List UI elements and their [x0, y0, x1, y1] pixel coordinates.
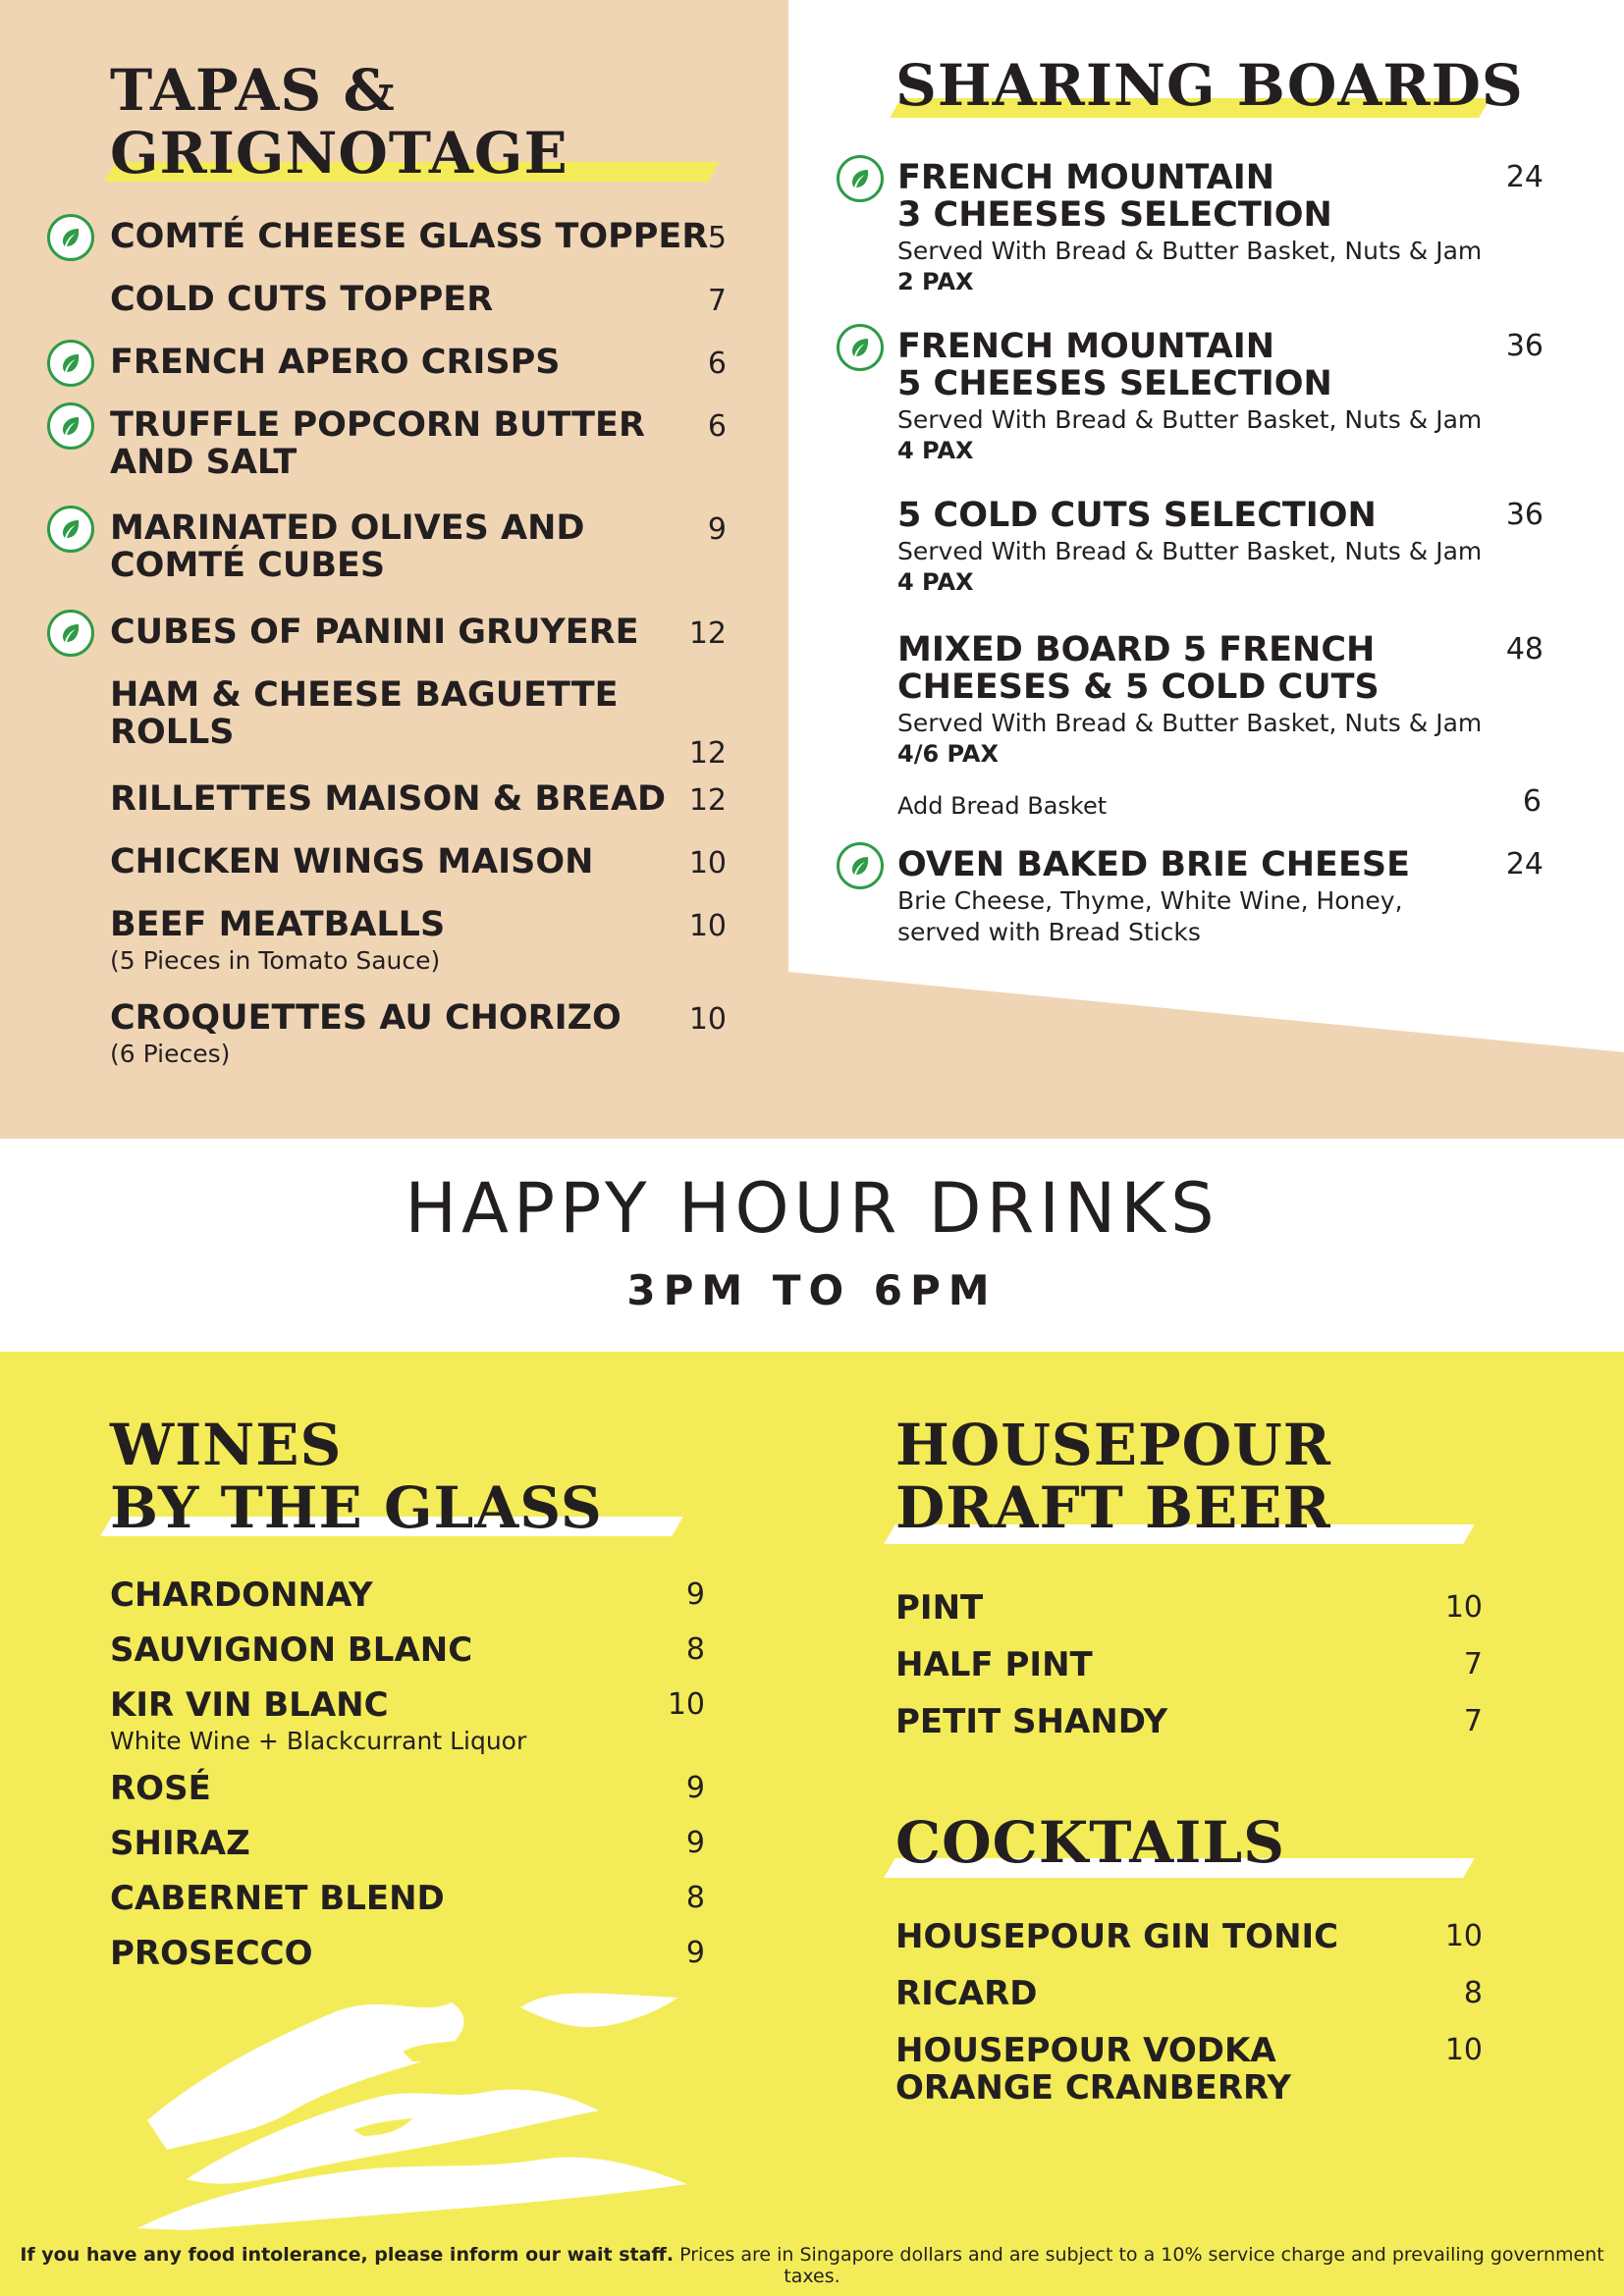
vegetarian-leaf-icon — [837, 155, 884, 202]
item-name: SHIRAZ — [110, 1824, 250, 1863]
item-pax: 4 PAX — [897, 568, 974, 596]
item-name: CHICKEN WINGS MAISON — [110, 842, 594, 881]
add-bread-label: Add Bread Basket — [897, 792, 1108, 820]
tapas-item — [110, 614, 738, 651]
item-price: 9 — [685, 1577, 705, 1612]
item-price: 10 — [688, 846, 727, 881]
tapas-item — [110, 675, 738, 771]
item-name: RICARD — [895, 1974, 1038, 2013]
beer-item — [895, 1703, 1485, 1740]
vegetarian-leaf-icon — [47, 340, 94, 387]
item-name: FRENCH APERO CRISPS — [110, 343, 561, 382]
tapas-item — [110, 906, 738, 977]
tapas-item — [110, 281, 738, 318]
tapas-item — [110, 780, 738, 818]
happy-hour-time: 3PM TO 6PM — [626, 1266, 998, 1314]
sharing-title: SHARING BOARDS — [895, 52, 1524, 119]
beer-item — [895, 1589, 1485, 1627]
cocktail-item — [895, 1918, 1485, 1955]
vegetarian-leaf-icon — [47, 214, 94, 261]
item-description: Brie Cheese, Thyme, White Wine, Honey, served with Bread Sticks — [897, 886, 1403, 946]
mountain-brush-illustration — [128, 1983, 717, 2238]
item-name: HAM & CHEESE BAGUETTE ROLLS — [110, 675, 619, 752]
item-description: White Wine + Blackcurrant Liquor — [110, 1727, 527, 1755]
item-price: 8 — [685, 1881, 705, 1915]
item-description: Served With Bread & Butter Basket, Nuts & Jam — [897, 537, 1483, 565]
footer-disclaimer — [0, 2244, 1624, 2287]
item-name: COMTÉ CHEESE GLASS TOPPER — [110, 217, 709, 256]
item-price: 9 — [685, 1826, 705, 1860]
item-name: PROSECCO — [110, 1934, 313, 1973]
item-name: HALF PINT — [895, 1645, 1093, 1684]
item-price: 48 — [1505, 632, 1543, 667]
item-price: 7 — [1463, 1647, 1483, 1682]
item-name: BEEF MEATBALLS — [110, 905, 446, 944]
footer-text: Prices are in Singapore dollars and are subject to a 10% service charge and prevailing government taxes. — [674, 2244, 1604, 2287]
wine-item — [110, 1686, 709, 1757]
tapas-item — [110, 406, 738, 481]
cocktail-item — [895, 2032, 1485, 2107]
wine-item — [110, 1935, 709, 1972]
item-description: Served With Bread & Butter Basket, Nuts & Jam — [897, 237, 1483, 265]
beer-item — [895, 1646, 1485, 1683]
wine-item — [110, 1825, 709, 1862]
item-name: CABERNET BLEND — [110, 1879, 445, 1918]
vegetarian-leaf-icon — [837, 324, 884, 371]
footer-bold: If you have any food intolerance, please inform our wait staff. — [20, 2244, 675, 2266]
item-name: MARINATED OLIVES AND COMTÉ CUBES — [110, 508, 585, 585]
item-price: 36 — [1505, 498, 1543, 532]
item-price: 24 — [1505, 160, 1543, 194]
tapas-item — [110, 999, 738, 1070]
wine-item — [110, 1880, 709, 1917]
item-price: 10 — [1444, 1590, 1483, 1625]
item-name: TRUFFLE POPCORN BUTTER AND SALT — [110, 405, 645, 482]
item-price: 9 — [707, 512, 727, 547]
item-price: 12 — [688, 783, 727, 818]
item-name: FRENCH MOUNTAIN 3 CHEESES SELECTION — [897, 158, 1332, 235]
item-price: 7 — [707, 284, 727, 318]
item-name: MIXED BOARD 5 FRENCH CHEESES & 5 COLD CUTS — [897, 630, 1380, 707]
item-price: 10 — [667, 1687, 705, 1722]
item-price: 6 — [707, 347, 727, 381]
vegetarian-leaf-icon — [47, 610, 94, 657]
item-price: 10 — [688, 909, 727, 943]
item-name: CUBES OF PANINI GRUYERE — [110, 613, 639, 652]
cocktail-item — [895, 1975, 1485, 2012]
vegetarian-leaf-icon — [47, 402, 94, 450]
sharing-item — [897, 631, 1545, 769]
item-name: HOUSEPOUR GIN TONIC — [895, 1917, 1339, 1956]
item-price: 9 — [685, 1771, 705, 1805]
add-bread-price: 6 — [1522, 784, 1542, 819]
item-price: 10 — [1444, 1919, 1483, 1953]
wine-item — [110, 1770, 709, 1807]
wine-item — [110, 1576, 709, 1614]
item-name: 5 COLD CUTS SELECTION — [897, 496, 1377, 535]
item-name: FRENCH MOUNTAIN 5 CHEESES SELECTION — [897, 327, 1332, 403]
item-name: RILLETTES MAISON & BREAD — [110, 779, 667, 819]
sharing-item — [897, 328, 1545, 465]
item-name: CROQUETTES AU CHORIZO — [110, 998, 622, 1038]
sharing-item — [897, 497, 1545, 597]
item-price: 8 — [685, 1632, 705, 1667]
item-name: KIR VIN BLANC — [110, 1685, 389, 1725]
vegetarian-leaf-icon — [837, 842, 884, 889]
item-name: ROSÉ — [110, 1769, 211, 1808]
vegetarian-leaf-icon — [47, 506, 94, 553]
item-name: PINT — [895, 1588, 984, 1628]
item-description: (6 Pieces) — [110, 1040, 231, 1068]
item-price: 6 — [707, 409, 727, 444]
item-name: HOUSEPOUR VODKA ORANGE CRANBERRY — [895, 2031, 1291, 2108]
item-pax: 4 PAX — [897, 437, 974, 464]
item-name: CHARDONNAY — [110, 1575, 373, 1615]
item-description: Served With Bread & Butter Basket, Nuts & Jam — [897, 405, 1483, 434]
item-description: Served With Bread & Butter Basket, Nuts & Jam — [897, 709, 1483, 737]
tapas-title: TAPAS & GRIGNOTAGE — [110, 57, 568, 187]
tapas-item — [110, 218, 738, 255]
cocktails-title: COCKTAILS — [895, 1809, 1286, 1876]
item-name: COLD CUTS TOPPER — [110, 280, 494, 319]
item-pax: 2 PAX — [897, 268, 974, 295]
wines-title: WINES BY THE GLASS — [110, 1412, 603, 1541]
tapas-item — [110, 344, 738, 381]
item-price: 10 — [688, 1002, 727, 1037]
item-price: 12 — [688, 736, 727, 771]
sharing-item — [897, 159, 1545, 296]
sharing-item — [897, 846, 1545, 948]
wine-item — [110, 1631, 709, 1669]
happy-hour-title: HAPPY HOUR DRINKS — [405, 1168, 1219, 1249]
item-price: 24 — [1505, 847, 1543, 881]
item-price: 5 — [707, 221, 727, 255]
tapas-item — [110, 843, 738, 881]
item-price: 10 — [1444, 2033, 1483, 2067]
item-pax: 4/6 PAX — [897, 740, 999, 768]
tapas-item — [110, 509, 738, 584]
item-description: (5 Pieces in Tomato Sauce) — [110, 946, 441, 975]
item-name: SAUVIGNON BLANC — [110, 1630, 473, 1670]
item-price: 7 — [1463, 1704, 1483, 1738]
item-price: 12 — [688, 616, 727, 651]
item-price: 8 — [1463, 1976, 1483, 2010]
item-price: 9 — [685, 1936, 705, 1970]
item-name: PETIT SHANDY — [895, 1702, 1168, 1741]
beer-title: HOUSEPOUR DRAFT BEER — [895, 1412, 1331, 1541]
item-name: OVEN BAKED BRIE CHEESE — [897, 845, 1410, 884]
item-price: 36 — [1505, 329, 1543, 363]
